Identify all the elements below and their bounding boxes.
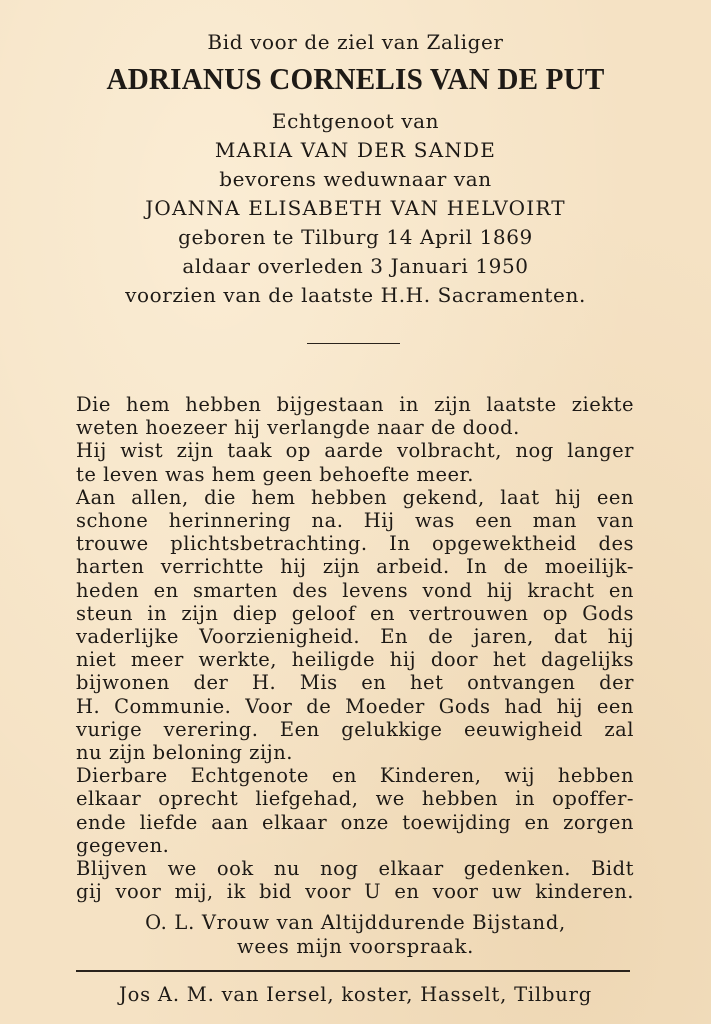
- text-line: H. Communie. Voor de Moeder Gods had hij een: [76, 694, 634, 718]
- text-line: Die hem hebben bijgestaan in zijn laatste ziekte: [76, 393, 634, 416]
- text-line: gij voor mij, ik bid voor U en voor uw kinderen.: [76, 880, 634, 904]
- closing-prayer: [0, 911, 711, 959]
- text-line: gegeven.: [76, 833, 170, 857]
- text-line: te leven was hem geen behoefte meer.: [76, 462, 474, 486]
- prayer-intro: Bid voor de ziel van Zaliger: [207, 30, 504, 54]
- sacraments-line: voorzien van de laatste H.H. Sacramenten.: [125, 283, 586, 307]
- text-line: Hij wist zijn taak op aarde volbracht, nog langer: [76, 439, 634, 463]
- short-divider: [307, 343, 400, 344]
- deceased-name: ADRIANUS CORNELIS VAN DE PUT: [106, 61, 605, 96]
- text-line: weten hoezeer hij verlangde naar de dood.: [76, 416, 520, 440]
- text-line: bijwonen der H. Mis en het ontvangen der: [76, 671, 634, 695]
- text-line: Blijven we ook nu nog elkaar gedenken. Bidt: [76, 857, 634, 881]
- text-line: steun in zijn diep geloof en vertrouwen op Gods: [76, 601, 634, 625]
- memorial-text: [76, 393, 634, 903]
- spouse-name: MARIA VAN DER SANDE: [214, 138, 497, 162]
- text-line: niet meer werkte, heiligde hij door het dagelijks: [76, 648, 634, 672]
- widower-intro: bevorens weduwnaar van: [219, 167, 492, 191]
- text-line: nu zijn beloning zijn.: [76, 741, 293, 765]
- text-line: heden en smarten des levens vond hij kracht en: [76, 578, 634, 602]
- text-line: trouwe plichtsbetrachting. In opgewektheid des: [76, 532, 634, 556]
- card-header: [0, 28, 711, 310]
- text-line: schone herinnering na. Hij was een man van: [76, 509, 634, 533]
- text-line: vaderlijke Voorzienigheid. En de jaren, dat hij: [76, 625, 634, 649]
- text-line: Aan allen, die hem hebben gekend, laat hij een: [76, 485, 634, 509]
- text-line: elkaar oprecht liefgehad, we hebben in opoffer-: [76, 787, 634, 811]
- birth-line: geboren te Tilburg 14 April 1869: [178, 225, 533, 249]
- text-line: harten verrichtte hij zijn arbeid. In de moeilijk-: [76, 555, 634, 579]
- closing-line-1: O. L. Vrouw van Altijddurende Bijstand,: [145, 911, 566, 934]
- text-line: ende liefde aan elkaar onze toewijding en zorgen: [76, 810, 634, 834]
- footer-divider: [76, 970, 630, 972]
- text-line: Dierbare Echtgenote en Kinderen, wij hebben: [76, 764, 634, 788]
- closing-line-2: wees mijn voorspraak.: [236, 935, 475, 958]
- former-spouse-name: JOANNA ELISABETH VAN HELVOIRT: [145, 196, 566, 220]
- text-line: vurige verering. Een gelukkige eeuwigheid zal: [76, 717, 634, 741]
- death-line: aldaar overleden 3 Januari 1950: [182, 254, 529, 278]
- printer-credit: Jos A. M. van Iersel, koster, Hasselt, Tilburg: [118, 983, 593, 1006]
- spouse-intro: Echtgenoot van: [271, 109, 440, 133]
